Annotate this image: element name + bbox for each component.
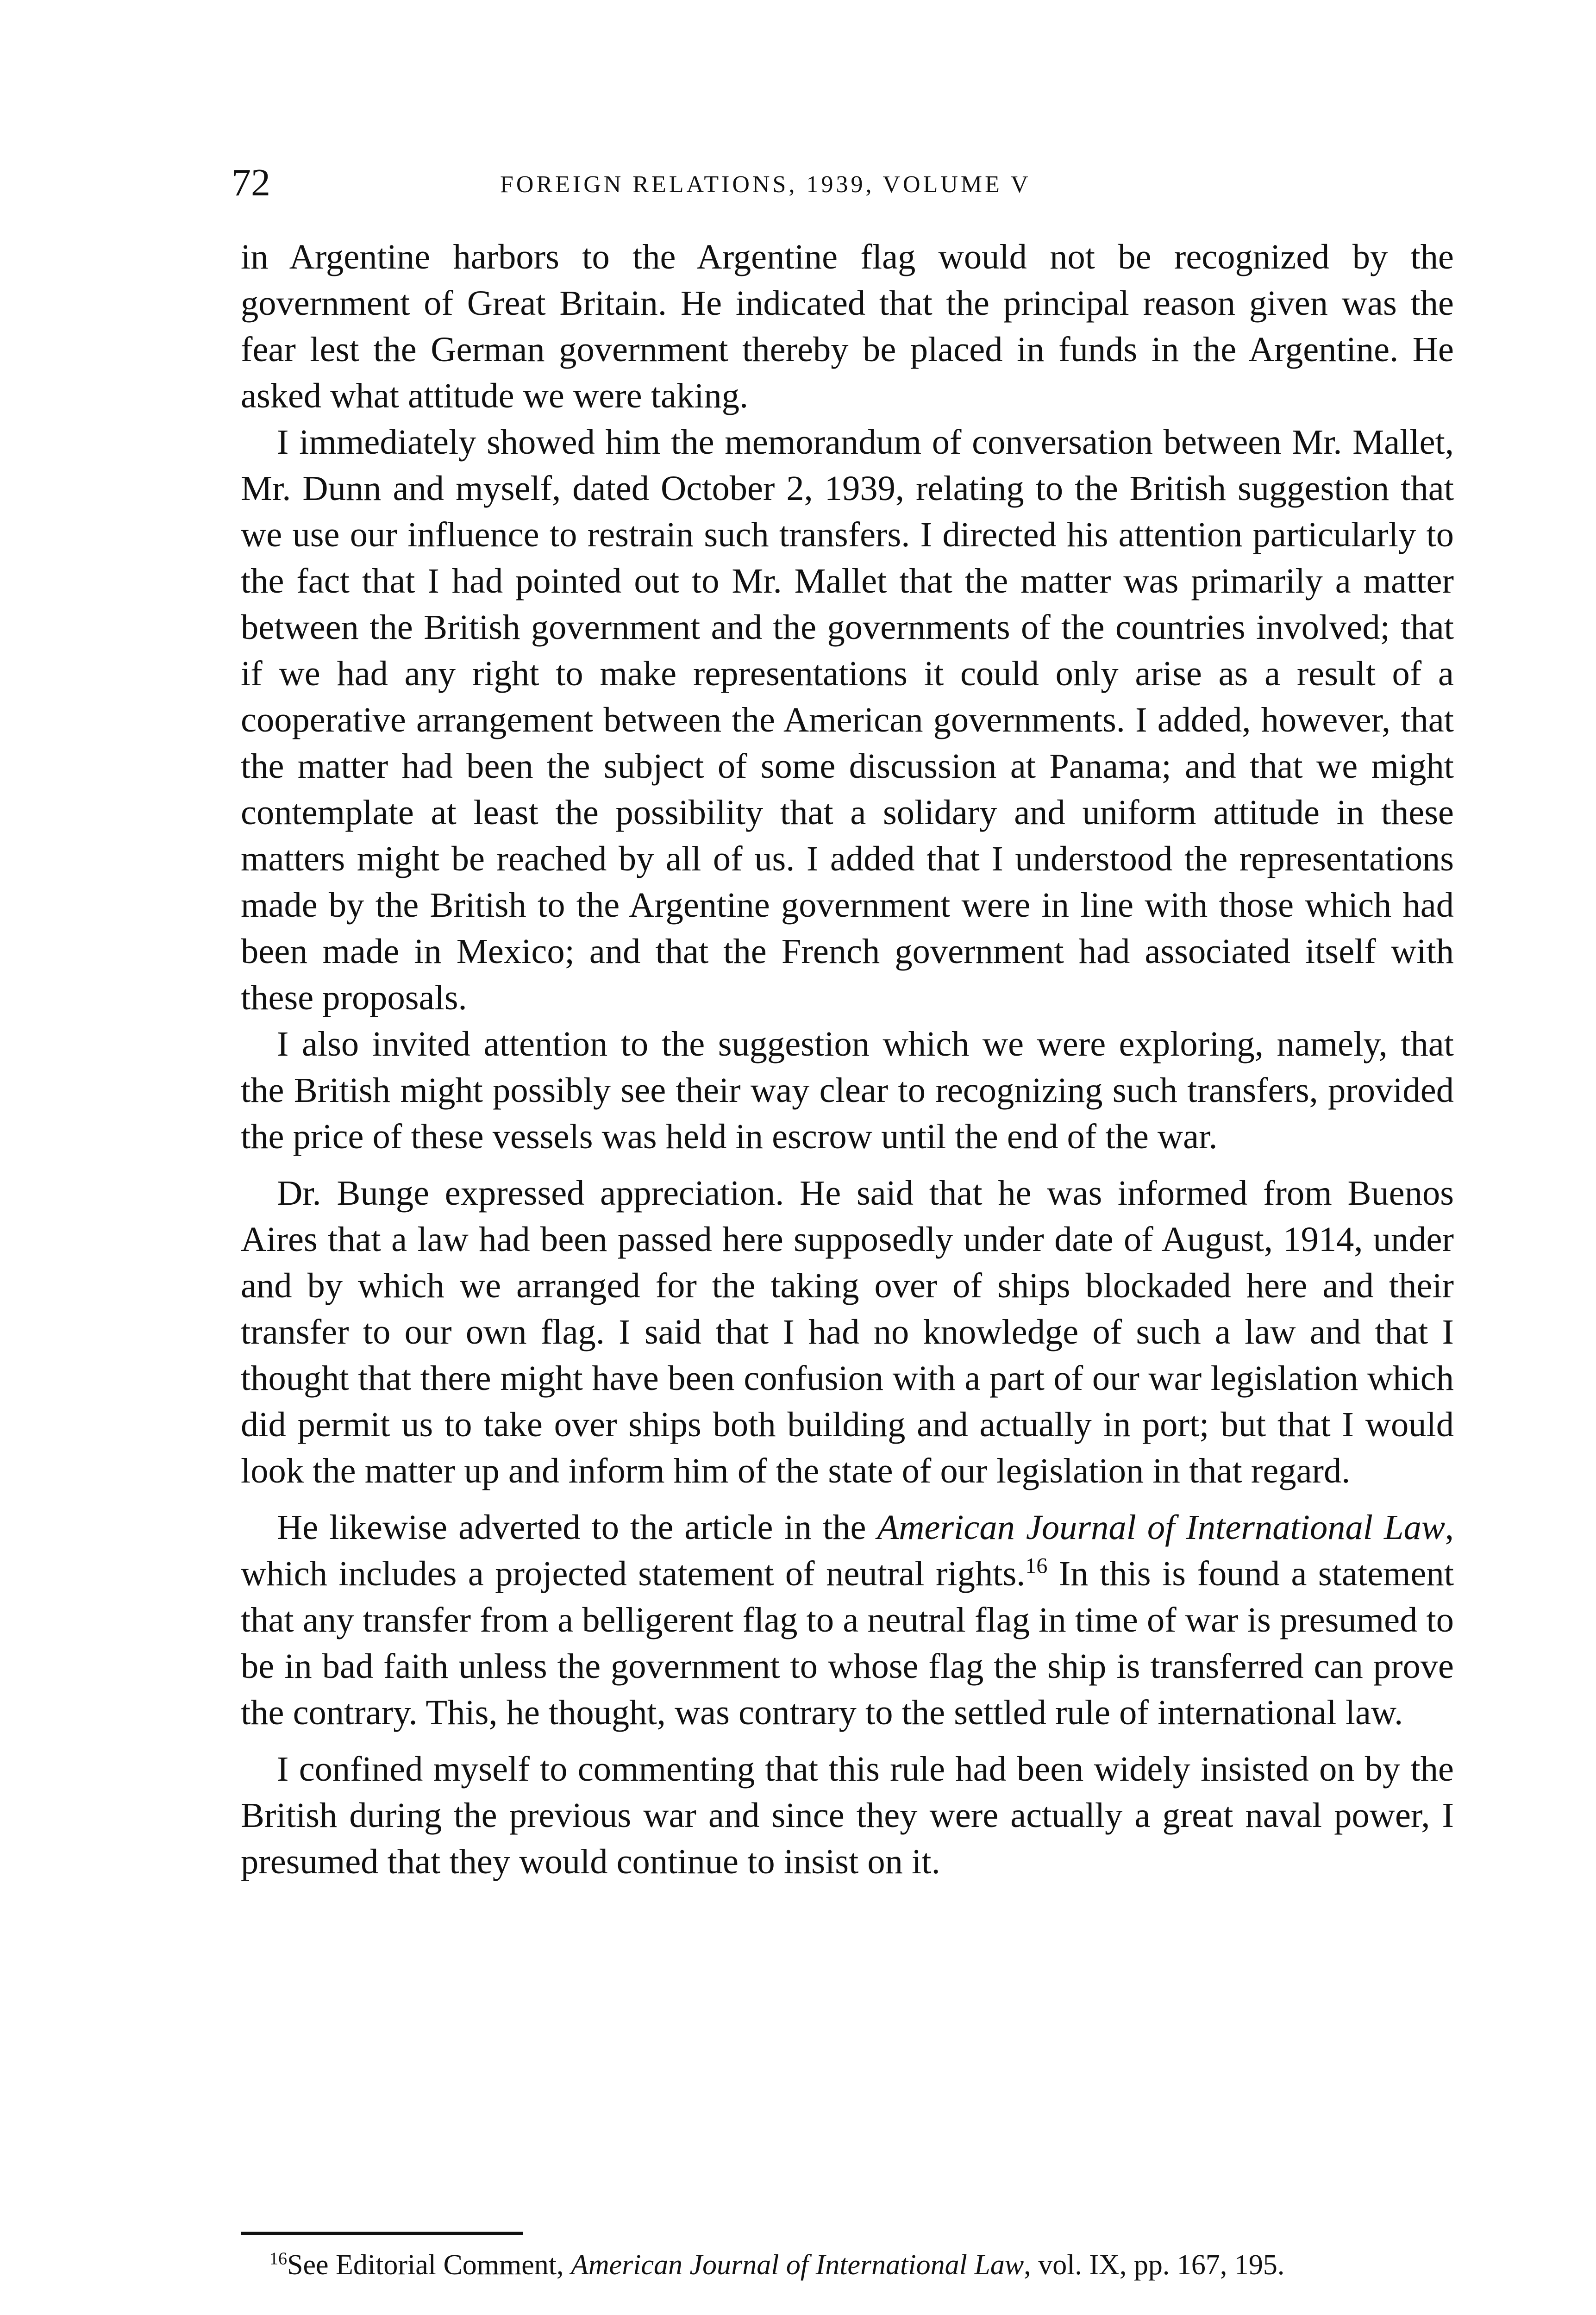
footnote	[241, 2246, 1454, 2284]
footnote-reference: 16	[1025, 1553, 1048, 1578]
body-text	[241, 234, 1454, 1885]
footnote-rule	[241, 2232, 523, 2235]
paragraph-journal-article	[241, 1504, 1454, 1736]
footnote-citation: , vol. IX, pp. 167, 195.	[1024, 2249, 1285, 2281]
page-number: 72	[232, 161, 270, 204]
footnote-lead-text: See Editorial Comment,	[287, 2249, 571, 2281]
paragraph-naval-power: I confined myself to commenting that this rule had been widely insisted on by the British during the previous war and since they were actually a great naval power, I presumed that they would continue to insist on it.	[241, 1749, 1454, 1881]
journal-trailing-text: , which includes a projected statement of neutral rights.	[241, 1508, 1454, 1593]
journal-lead-text: He likewise adverted to the article in the	[277, 1508, 877, 1547]
journal-title: American Journal of International Law	[877, 1508, 1445, 1547]
footnote-journal-title: American Journal of International Law	[571, 2249, 1024, 2281]
paragraph-continuation: in Argentine harbors to the Argentine flag would not be recognized by the government of Great Britain. He indicated that the principal reason given was the fear lest the German government thereby be placed in funds in the Argentine. He asked what attitude we were taking.	[241, 237, 1454, 415]
paragraph-memorandum: I immediately showed him the memorandum of conversation between Mr. Mallet, Mr. Dunn and myself, dated October 2, 1939, relating to the British suggestion that we use our influence to restrain such transfers. I directed his attention particularly to the fact that I had pointed out to Mr. Mallet that the matter was primarily a matter between the British government and the governments of the countries involved; that if we had any right to make representations it could only arise as a result of a cooperative arrangement between the American governments. I added, however, that the matter had been the subject of some discussion at Panama; and that we might contemplate at least the possibility that a solidary and uniform attitude in these matters might be reached by all of us. I added that I understood the representations made by the British to the Argentine government were in line with those which had been made in Mexico; and that the French government had associated itself with these proposals.	[241, 422, 1454, 1017]
page-header	[232, 160, 1250, 220]
paragraph-escrow-suggestion: I also invited attention to the suggestion which we were exploring, namely, that the British might possibly see their way clear to recognizing such transfers, provided the price of these vessels was held in escrow until the end of the war.	[241, 1024, 1454, 1156]
running-head: FOREIGN RELATIONS, 1939, VOLUME V	[500, 171, 1031, 198]
paragraph-bunge-appreciation: Dr. Bunge expressed appreciation. He said that he was informed from Buenos Aires that a law had been passed here supposedly under date of August, 1914, under and by which we arranged for the taking over of ships blockaded here and their transfer to our own flag. I said that I had no knowledge of such a law and that I thought that there might have been confusion with a part of our war legislation which did permit us to take over ships both building and actually in port; but that I would look the matter up and inform him of the state of our legislation in that regard.	[241, 1173, 1454, 1490]
journal-discussion-text: In this is found a statement that any transfer from a belligerent flag to a neutral flag in time of war is presumed to be in bad faith unless the government to whose flag the ship is transferred can prove the contrary. This, he thought, was contrary to the settled rule of international law.	[241, 1554, 1454, 1732]
footnote-marker: 16	[269, 2249, 287, 2269]
